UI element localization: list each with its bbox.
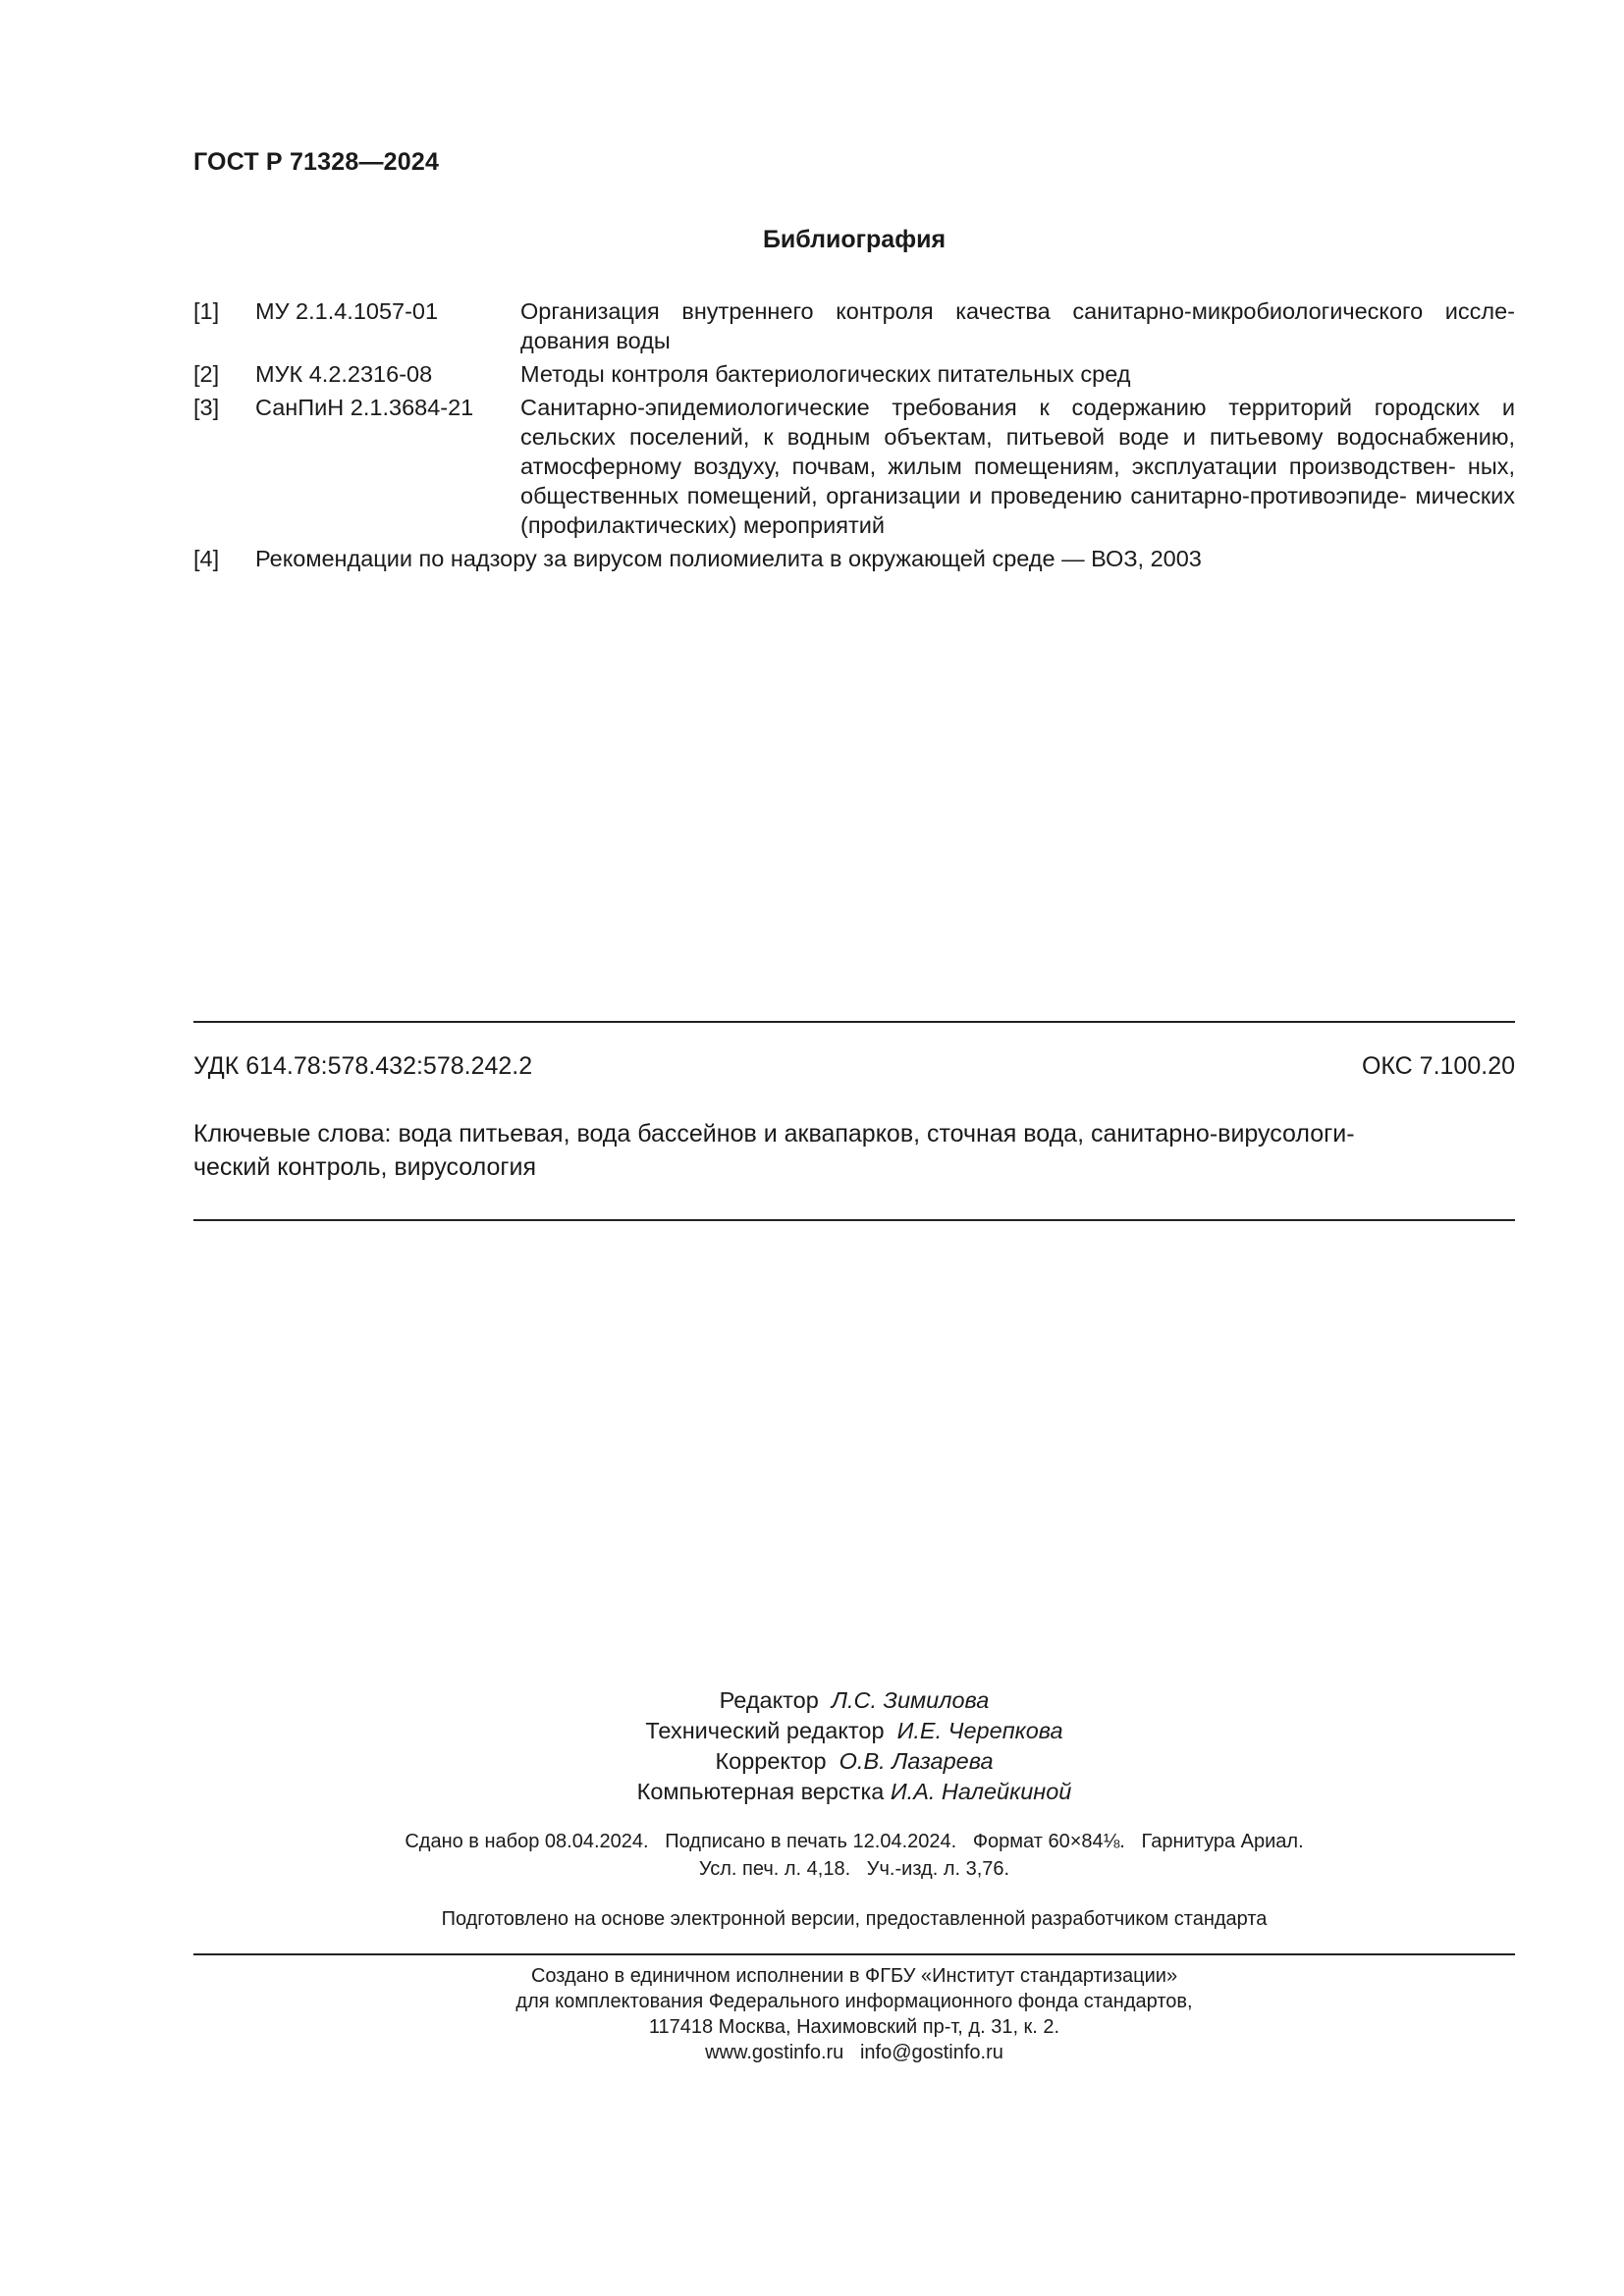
oks-code: ОКС 7.100.20 [1361, 1052, 1515, 1080]
bibliography-item [193, 359, 1515, 389]
bibliography-item-text: Санитарно-эпидемиологические требования к содержанию территорий городских и сельских поселений, к водным объектам, питьевой воде и питьевому водоснабжению, атмосферному воздуху, почвам, жилым помещениям, эксплуатации производствен- ных, общественных помещений, организации и проведению санитарно-противоэпиде- мических (профилактических) мероприятий [520, 395, 1515, 538]
staff-line [193, 1685, 1515, 1716]
bibliography-item-number: [3] [193, 395, 220, 420]
publisher-contacts: www.gostinfo.ru info@gostinfo.ru [705, 2042, 1003, 2063]
staff-role: Корректор [715, 1748, 827, 1774]
bibliography-item-text: Методы контроля бактериологических питательных сред [520, 361, 1131, 387]
staff-name: О.В. Лазарева [839, 1748, 994, 1774]
bibliography-item-code: МУ 2.1.4.1057-01 [255, 298, 439, 324]
publisher-info [193, 1963, 1515, 2065]
bibliography-item-number: [4] [193, 546, 220, 571]
keywords [193, 1117, 1515, 1184]
staff-name: Л.С. Зимилова [831, 1687, 990, 1713]
bibliography-item-text: Рекомендации по надзору за вирусом полиомиелита в окружающей среде — ВОЗ, 2003 [255, 546, 1202, 571]
staff-name: И.Е. Черепкова [896, 1718, 1063, 1743]
staff-line [193, 1777, 1515, 1807]
divider [193, 1219, 1515, 1221]
bibliography-item-number: [1] [193, 298, 220, 324]
keywords-line: ческий контроль, вирусология [193, 1153, 536, 1181]
staff-credits [193, 1685, 1515, 1807]
staff-line [193, 1746, 1515, 1777]
staff-role: Редактор [719, 1687, 819, 1713]
staff-role: Технический редактор [645, 1718, 885, 1743]
print-info-line: Сдано в набор 08.04.2024. Подписано в печать 12.04.2024. Формат 60×84⅛. Гарнитура Ариал. [405, 1831, 1304, 1852]
publisher-line: 117418 Москва, Нахимовский пр-т, д. 31, к. 2. [648, 2016, 1060, 2038]
bibliography-item-number: [2] [193, 361, 220, 387]
bibliography-item-text: Организация внутреннего контроля качества санитарно-микробиологического иссле- дования воды [520, 298, 1515, 353]
divider [193, 1021, 1515, 1023]
publisher-line: Создано в единичном исполнении в ФГБУ «Институт стандартизации» [530, 1965, 1178, 1987]
bibliography-item [193, 544, 1515, 573]
bibliography-item [193, 296, 1515, 355]
bibliography-item-code: СанПиН 2.1.3684-21 [255, 395, 474, 420]
staff-role: Компьютерная верстка [636, 1779, 885, 1804]
publisher-line: для комплектования Федерального информационного фонда стандартов, [515, 1991, 1193, 2012]
bibliography-title: Библиография [762, 226, 947, 253]
print-info [193, 1828, 1515, 1883]
print-info-line: Усл. печ. л. 4,18. Уч.-изд. л. 3,76. [698, 1858, 1010, 1880]
bibliography-item-code: МУК 4.2.2316-08 [255, 361, 433, 387]
divider [193, 1953, 1515, 1955]
staff-name: И.А. Налейкиной [890, 1779, 1072, 1804]
classification-row [193, 1052, 1515, 1081]
udk-code: УДК 614.78:578.432:578.242.2 [193, 1052, 533, 1080]
prepared-note: Подготовлено на основе электронной версии, предоставленной разработчиком стандарта [441, 1908, 1268, 1930]
document-code: ГОСТ Р 71328—2024 [193, 148, 440, 176]
bibliography-list [193, 296, 1515, 577]
keywords-line: Ключевые слова: вода питьевая, вода бассейнов и аквапарков, сточная вода, санитарно-вирусологи- [193, 1120, 1355, 1148]
staff-line [193, 1716, 1515, 1746]
bibliography-item [193, 393, 1515, 540]
